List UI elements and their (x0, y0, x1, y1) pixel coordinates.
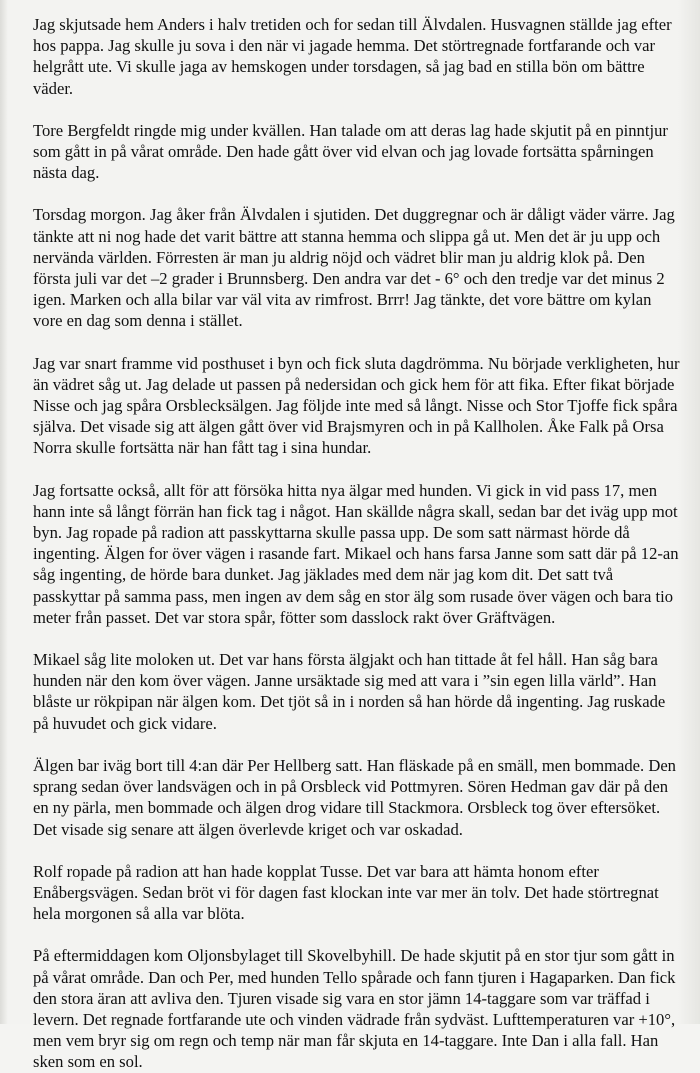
paragraph: Tore Bergfeldt ringde mig under kvällen. Han talade om att deras lag hade skjutit på en pinntjur som gått in på vårat område. Den hade gått över vid elvan och jag lovade fortsätta spårningen nästa dag. (33, 120, 668, 183)
paragraph: På eftermiddagen kom Oljonsbylaget till Skovelbyhill. De hade skjutit på en stor tjur som gått in på vårat område. Dan och Per, med hunden Tello spårade och fann tjuren i Hagaparken. Dan fick den stora äran att avliva den. Tjuren visade sig vara en stor jämn 14-taggare som var träffad i levern. Det regnade fortfarande ute och vinden vädrade från sydväst. Lufttemperaturen var +10°, men vem bryr sig om regn och temp när man får skjuta en 14-taggare. Inte Dan i alla fall. Han sken som en sol. (33, 946, 676, 1072)
paragraph: Rolf ropade på radion att han hade kopplat Tusse. Det var bara att hämta honom efter Enåbergsvägen. Sedan bröt vi för dagen fast klockan inte var mer än tolv. Det hade störtregnat hela morgonen så alla var blöta. (33, 861, 659, 924)
document-body (33, 14, 683, 1073)
paragraph: Jag var snart framme vid posthuset i byn och fick sluta dagdrömma. Nu började verkligheten, hur än vädret såg ut. Jag delade ut passen på nedersidan och gick hem för att fika. Efter fikat började Nisse och jag spåra Orsblecksälgen. Jag följde inte med så långt. Nisse och Stor Tjoffe fick spåra själva. Det visade sig att älgen gått över vid Brajsmyren och in på Kallholen. Åke Falk på Orsa Norra skulle fortsätta när han fått tag i sina hundar. (33, 353, 680, 458)
left-page-edge (0, 0, 8, 1024)
paragraph: Älgen bar iväg bort till 4:an där Per Hellberg satt. Han fläskade på en smäll, men bommade. Den sprang sedan över landsvägen och in på Orsbleck vid Pottmyren. Sören Hedman gav där på den en ny pärla, men bommade och älgen drog vidare till Stackmora. Orsbleck tog över eftersöket. Det visade sig senare att älgen överlevde kriget och var oskadad. (33, 755, 676, 839)
paragraph: Jag skjutsade hem Anders i halv tretiden och for sedan till Älvdalen. Husvagnen ställde jag efter hos pappa. Jag skulle ju sova i den när vi jagade hemma. Det störtregnade fortfarande och var helgrått ute. Vi skulle jaga av hemskogen under torsdagen, så jag bad en stilla bön om bättre väder. (33, 15, 672, 98)
paragraph: Mikael såg lite moloken ut. Det var hans första älgjakt och han tittade åt fel håll. Han såg bara hunden när den kom över vägen. Janne ursäktade sig med att vara i ”sin egen lilla värld”. Han blåste ur rökpipan när älgen kom. Det tjöt så in i norden så han hörde då ingenting. Jag ruskade på huvudet och gick vidare. (33, 650, 666, 733)
paragraph: Jag fortsatte också, allt för att försöka hitta nya älgar med hunden. Vi gick in vid pass 17, men hann inte så långt förrän han fick tag i något. Han skällde några skall, sedan bar det iväg upp mot byn. Jag ropade på radion att passkyttarna skulle passa upp. De som satt närmast hörde då ingenting. Älgen for över vägen i rasande fart. Mikael och hans farsa Janne som satt där på 12-an såg ingenting, de hörde bara dunket. Jag jäklades med dem när jag kom dit. Det satt två passkyttar på samma pass, men ingen av dem såg en stor älg som rusade över vägen och bara tio meter från passet. Det var stora spår, fötter som dasslock rakt över Gräftvägen. (33, 480, 679, 627)
paragraph: Torsdag morgon. Jag åker från Älvdalen i sjutiden. Det duggregnar och är dåligt väder värre. Jag tänkte att ni nog hade det varit bättre att stanna hemma och slippa gå ut. Men det är ju upp och nervända världen. Förresten är man ju aldrig nöjd och vädret blir man ju aldrig klok på. Den första juli var det –2 grader i Brunnsberg. Den andra var det - 6° och den tredje var det minus 2 igen. Marken och alla bilar var väl vita av rimfrost. Brrr! Jag tänkte, det vore bättre om kylan vore en dag som denna i stället. (33, 205, 675, 331)
